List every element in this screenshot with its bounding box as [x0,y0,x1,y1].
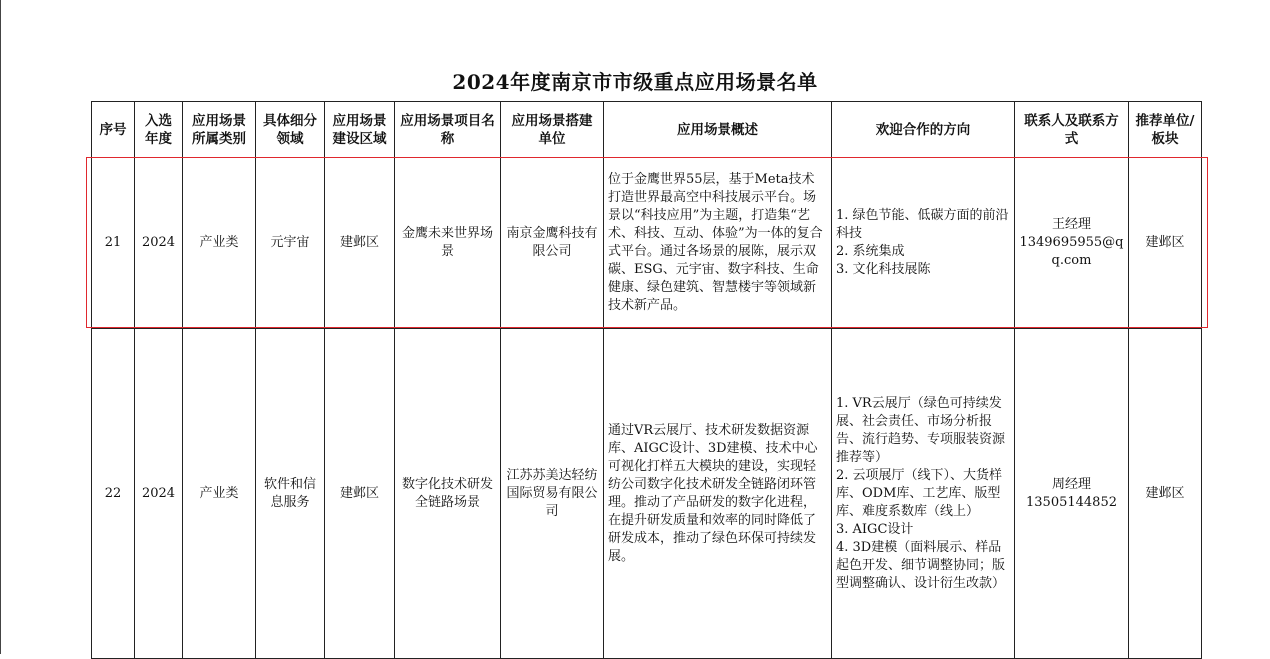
cell-builder: 南京金鹰科技有限公司 [501,158,604,329]
table-row [92,158,1202,329]
direction-item: 3. 文化科技展陈 [836,262,931,277]
contact-name: 王经理 [1051,217,1091,232]
cell-region: 建邺区 [325,158,395,329]
cell-category: 产业类 [183,158,256,329]
cell-no: 21 [92,158,135,329]
cell-recommender: 建邺区 [1129,329,1202,659]
cell-project: 金鹰未来世界场景 [395,158,501,329]
header-overview: 应用场景概述 [604,102,832,158]
cell-contact [1015,329,1129,659]
header-directions: 欢迎合作的方向 [832,102,1015,158]
cell-year: 2024 [135,158,183,329]
direction-item: 1. VR云展厅（绿色可持续发展、社会责任、市场分析报告、流行趋势、专项服装资源推荐等） [836,395,1006,465]
table-header-row [92,102,1202,158]
header-field: 具体细分领域 [256,102,325,158]
direction-item: 1. 绿色节能、低碳方面的前沿科技 [836,208,1009,241]
contact-name: 周经理 [1051,476,1091,492]
table-row [92,329,1202,659]
cell-builder: 江苏苏美达轻纺国际贸易有限公司 [501,329,604,659]
header-region: 应用场景建设区域 [325,102,395,158]
cell-contact [1015,158,1129,329]
cell-year: 2024 [135,329,183,659]
cell-overview: 通过VR云展厅、技术研发数据资源库、AIGC设计、3D建模、技术中心可视化打样五大模块的建设，实现轻纺公司数字化技术研发全链路闭环管理。推动了产品研发的数字化进程，在提升研发质量和效率的同时降低了研发成本，推动了绿色环保可持续发展。 [604,329,832,659]
page-left-edge [0,0,1,654]
header-recommender: 推荐单位/板块 [1129,102,1202,158]
cell-region: 建邺区 [325,329,395,659]
contact-info: 13505144852 [1026,494,1117,510]
cell-no: 22 [92,329,135,659]
header-category: 应用场景所属类别 [183,102,256,158]
header-year: 入选年度 [135,102,183,158]
cell-recommender: 建邺区 [1129,158,1202,329]
cell-category: 产业类 [183,329,256,659]
cell-directions [832,329,1015,659]
direction-item: 2. 系统集成 [836,244,905,259]
cell-directions [832,158,1015,329]
document-title: 2024年度南京市市级重点应用场景名单 [452,70,818,94]
header-project: 应用场景项目名称 [395,102,501,158]
direction-item: 4. 3D建模（面料展示、样品起色开发、细节调整协同；版型调整确认、设计衍生改款） [836,539,1006,591]
contact-info: 1349695955@qq.com [1019,235,1124,268]
cell-overview: 位于金鹰世界55层，基于Meta技术打造世界最高空中科技展示平台。场景以“科技应用”为主题，打造集“艺术、科技、互动、体验”为一体的复合式平台。通过各场景的展陈，展示双碳、ESG、元宇宙、数字科技、生命健康、绿色建筑、智慧楼宇等领域新技术新产品。 [604,158,832,329]
direction-item: 3. AIGC设计 [836,521,914,537]
header-no: 序号 [92,102,135,158]
cell-project: 数字化技术研发全链路场景 [395,329,501,659]
cell-field: 软件和信息服务 [256,329,325,659]
cell-field: 元宇宙 [256,158,325,329]
direction-item: 2. 云项展厅（线下）、大货样库、ODM库、工艺库、版型库、难度系数库（线上） [836,467,1003,519]
header-contact: 联系人及联系方式 [1015,102,1129,158]
header-builder: 应用场景搭建单位 [501,102,604,158]
scenario-table [91,101,1202,659]
